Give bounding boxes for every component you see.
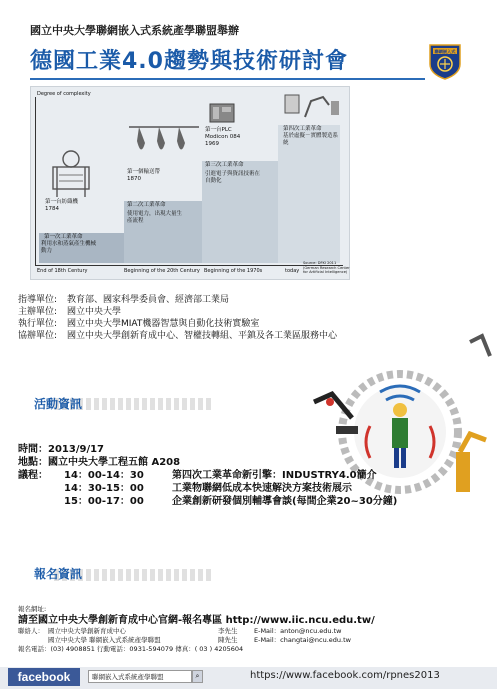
- stage-1-header: 第一次工業革命: [44, 234, 83, 240]
- sponsor-value: 國立中央大學MIAT機器智慧與自動化技術實驗室: [67, 319, 260, 329]
- stage-4-header: 第四次工業革命: [283, 126, 322, 132]
- stage-3-detail: 引進電子與資訊技術在 自動化: [205, 171, 261, 184]
- agenda-item: 工業物聯網低成本快速解決方案技術展示: [172, 483, 352, 494]
- stage-2-detail: 使用電力，出現大量生 產流程: [127, 211, 183, 224]
- conveyor-illustration: [127, 123, 201, 163]
- contact-label: [18, 636, 48, 645]
- sponsor-value: 國立中央大學創新育成中心、智權技轉組、平鎮及各工業區服務中心: [67, 331, 338, 341]
- contact-email[interactable]: E-Mail：changtai@ncu.edu.tw: [254, 636, 351, 644]
- agenda-row: [18, 469, 397, 482]
- header-divider: [30, 78, 425, 80]
- activity-section-title: 活動資訊: [34, 397, 83, 411]
- contact-org: 國立中央大學 聯網嵌入式系統產學聯盟: [48, 636, 161, 644]
- contact-row: [18, 636, 375, 645]
- contact-name: 李先生: [218, 627, 238, 635]
- stage-2-header: 第二次工業革命: [127, 202, 166, 208]
- sponsor-row: [18, 294, 337, 306]
- sponsor-key: 主辦單位:: [18, 307, 58, 317]
- sponsor-value: 國立中央大學: [67, 307, 122, 317]
- agenda-label: 議程：: [18, 470, 48, 481]
- agenda-item: 企業創新研發個別輔導會談(每間企業20~30分鐘): [172, 496, 398, 507]
- facebook-search-input[interactable]: 聯網嵌入式系統產學聯盟: [88, 670, 192, 683]
- contact-name: 陳先生: [218, 636, 238, 644]
- loom-illustration: [49, 147, 95, 199]
- organizer-line: 國立中央大學聯網嵌入式系統產學聯盟舉辦: [30, 24, 239, 37]
- diagram-source: Source: DFKI 2011 (German Research Center for Artificial Intelligence): [303, 261, 350, 274]
- event-location: 地點：國立中央大學工程五館 A208: [18, 457, 181, 468]
- x-label-2: Beginning of the 20th Century: [124, 268, 200, 274]
- sponsor-key: 執行單位:: [18, 319, 58, 329]
- registration-info: [18, 605, 375, 654]
- agenda-row: [18, 482, 397, 495]
- activity-details: [18, 443, 397, 508]
- agenda-time: 15：00-17：00: [64, 496, 144, 507]
- sponsor-row: [18, 306, 337, 318]
- registration-instruction[interactable]: 請至國立中央大學創新育成中心官網-報名專區 http://www.iic.ncu.edu.tw/: [18, 615, 375, 626]
- x-label-3: Beginning of the 1970s: [204, 268, 263, 274]
- sponsor-key: 協辦單位:: [18, 331, 58, 341]
- x-label-4: today: [285, 268, 300, 274]
- milestone-1: 第一台紡織機 1784: [45, 199, 79, 212]
- logo-text: 聯網嵌入式: [434, 48, 456, 54]
- diagram-y-axis: [35, 97, 36, 265]
- agenda-time: 14：00-14：30: [64, 470, 144, 481]
- contact-org: 國立中央大學創新育成中心: [48, 627, 126, 635]
- cyber-physical-illustration: [281, 89, 343, 123]
- milestone-3: 第一台PLC Modicon 084 1969: [205, 127, 241, 147]
- stage-1-detail: 利用水和蒸氣產生機械 動力: [41, 241, 97, 254]
- sponsor-key: 指導單位:: [18, 295, 58, 305]
- diagram-x-axis: [35, 265, 343, 266]
- alliance-logo: [428, 42, 462, 80]
- stage-3-header: 第三次工業革命: [205, 162, 244, 168]
- registration-url-label: 報名網址:: [18, 605, 47, 613]
- sponsor-value: 教育部、國家科學委員會、經濟部工業局: [67, 295, 230, 305]
- facebook-logo[interactable]: facebook: [8, 668, 80, 686]
- page-title: 德國工業4.0趨勢與技術研討會: [30, 49, 348, 74]
- registration-section-title: 報名資訊: [34, 567, 83, 581]
- facebook-url-link[interactable]: https://www.facebook.com/rpnes2013: [250, 670, 440, 681]
- search-icon[interactable]: ⌕: [192, 670, 203, 683]
- smart-factory-illustration: [300, 332, 497, 542]
- stage-4-detail: 基於虛擬－實體製造系 統: [283, 133, 339, 146]
- sponsor-row: [18, 330, 337, 342]
- sponsor-row: [18, 318, 337, 330]
- milestone-2: 第一個輸送帶 1870: [127, 169, 161, 182]
- sponsor-list: [18, 294, 337, 342]
- plc-illustration: [207, 101, 237, 125]
- x-label-1: End of 18th Century: [37, 268, 88, 274]
- diagram-y-axis-label: Degree of complexity: [37, 91, 91, 97]
- contact-email[interactable]: E-Mail：anton@ncu.edu.tw: [254, 627, 342, 635]
- industry-revolution-diagram: [30, 86, 350, 280]
- event-date: 時間：2013/9/17: [18, 444, 105, 455]
- agenda-item: 第四次工業革命新引擎：INDUSTRY4.0簡介: [172, 470, 377, 481]
- registration-phones: 報名電話：(03) 4908851 行動電話：0931-594079 傳真：( 03 ) 4205604: [18, 645, 244, 653]
- contact-row: [18, 627, 375, 636]
- agenda-time: 14：30-15：00: [64, 483, 144, 494]
- contact-label: 聯絡人：: [18, 627, 44, 635]
- agenda-row: [18, 495, 397, 508]
